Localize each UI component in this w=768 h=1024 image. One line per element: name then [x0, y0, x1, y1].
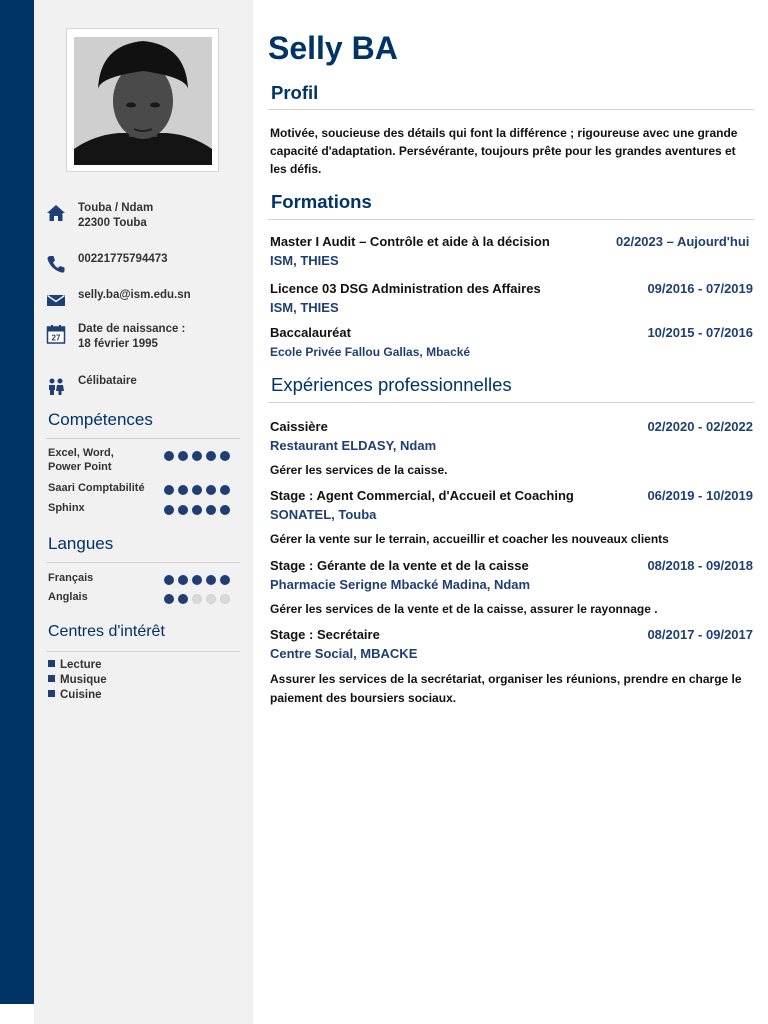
experience-company: Restaurant ELDASY, Ndam [270, 438, 437, 453]
rating-dot-filled [164, 505, 174, 515]
phone-number[interactable]: 00221775794473 [78, 253, 168, 265]
formation-school: ISM, THIES [270, 253, 339, 268]
rating-dot-filled [220, 451, 230, 461]
rating-dot-empty [220, 594, 230, 604]
marital-status: Célibataire [78, 375, 137, 387]
language-name: Français [48, 572, 94, 584]
experience-title: Caissière [270, 419, 328, 434]
left-accent-bar [0, 0, 34, 1004]
language-rating [164, 573, 230, 587]
language-french [48, 571, 242, 585]
skill-sphinx [48, 501, 242, 515]
rating-dot-empty [206, 594, 216, 604]
profile-text: Motivée, soucieuse des détails qui font la différence ; rigoureuse avec une grande capacité d'adaptation. Persévérante, toujours prête pour les grandes aventures et les défis. [270, 126, 738, 176]
rating-dot-filled [220, 575, 230, 585]
experience-company: Centre Social, MBACKE [270, 646, 418, 661]
interests-divider [46, 651, 240, 652]
experiences-title: Expériences professionnelles [271, 374, 512, 395]
rating-dot-filled [178, 594, 188, 604]
language-name: Anglais [48, 591, 88, 603]
experience-date: 02/2020 - 02/2022 [647, 419, 753, 434]
formation-title: Licence 03 DSG Administration des Affaires [270, 281, 541, 296]
sidebar [34, 0, 253, 1024]
skill-name-line2: Power Point [48, 461, 112, 473]
contact-phone [46, 252, 246, 286]
experience-description: Gérer les services de la vente et de la caisse, assurer le rayonnage . [270, 602, 658, 616]
rating-dot-filled [192, 505, 202, 515]
birth-date: 18 février 1995 [78, 338, 158, 350]
phone-icon [46, 254, 66, 274]
calendar-icon [46, 324, 66, 344]
experience-description: Gérer les services de la caisse. [270, 463, 448, 477]
rating-dot-filled [178, 451, 188, 461]
interest-item: Cuisine [48, 688, 102, 703]
svg-text:27: 27 [51, 333, 61, 343]
language-english [48, 590, 242, 604]
rating-dot-filled [192, 485, 202, 495]
bullet-square-icon [48, 675, 55, 682]
rating-dot-filled [206, 575, 216, 585]
skill-name: Sphinx [48, 502, 85, 514]
family-icon [46, 376, 66, 396]
experience-description: Gérer la vente sur le terrain, accueillir et coacher les nouveaux clients [270, 532, 669, 546]
portrait-image [74, 37, 212, 165]
rating-dot-filled [164, 594, 174, 604]
candidate-name: Selly BA [268, 30, 398, 66]
rating-dot-filled [178, 575, 188, 585]
profile-photo [66, 28, 219, 172]
languages-divider [46, 562, 240, 563]
skills-title: Compétences [48, 410, 153, 429]
address-line2: 22300 Touba [78, 217, 147, 229]
contact-email [46, 288, 246, 322]
experience-company: Pharmacie Serigne Mbacké Madina, Ndam [270, 577, 531, 592]
rating-dot-filled [178, 485, 188, 495]
rating-dot-filled [206, 485, 216, 495]
formations-title: Formations [271, 191, 372, 212]
formation-date: 09/2016 - 07/2019 [647, 281, 753, 296]
experience-description: Assurer les services de la secrétariat, organiser les réunions, prendre en charge le paiement des boursiers sociaux. [270, 672, 742, 705]
profile-divider [268, 109, 754, 110]
interest-item: Musique [48, 673, 107, 688]
experience-title: Stage : Secrétaire [270, 627, 380, 642]
email-address[interactable]: selly.ba@ism.edu.sn [78, 289, 191, 301]
formations-divider [268, 219, 754, 220]
rating-dot-empty [192, 594, 202, 604]
experience-title: Stage : Agent Commercial, d'Accueil et Coaching [270, 488, 574, 503]
formation-school: Ecole Privée Fallou Gallas, Mbacké [270, 345, 471, 359]
bullet-square-icon [48, 690, 55, 697]
experience-company: SONATEL, Touba [270, 507, 377, 522]
experience-date: 08/2018 - 09/2018 [647, 558, 753, 573]
home-icon [46, 203, 66, 223]
skills-divider [46, 438, 240, 439]
contact-address [46, 201, 246, 235]
language-rating [164, 592, 230, 606]
interests-title: Centres d'intérêt [48, 623, 165, 640]
rating-dot-filled [164, 485, 174, 495]
experience-title: Stage : Gérante de la vente et de la caisse [270, 558, 529, 573]
experience-date: 08/2017 - 09/2017 [647, 627, 753, 642]
skill-rating [164, 483, 230, 497]
formation-date: 02/2023 – Aujourd'hui [616, 234, 750, 249]
rating-dot-filled [164, 451, 174, 461]
experiences-divider [268, 402, 754, 403]
rating-dot-filled [206, 451, 216, 461]
rating-dot-filled [164, 575, 174, 585]
profile-title: Profil [271, 82, 319, 103]
envelope-icon [46, 290, 66, 310]
formation-title: Baccalauréat [270, 325, 351, 340]
rating-dot-filled [206, 505, 216, 515]
address-line1: Touba / Ndam [78, 202, 154, 214]
skill-rating [164, 449, 230, 463]
skill-name-line1: Excel, Word, [48, 447, 114, 459]
rating-dot-filled [192, 451, 202, 461]
birth-label: Date de naissance : [78, 323, 186, 335]
skill-name: Saari Comptabilité [48, 482, 145, 494]
skill-rating [164, 503, 230, 517]
formation-date: 10/2015 - 07/2016 [647, 325, 753, 340]
skill-office [48, 446, 242, 474]
languages-title: Langues [48, 534, 114, 553]
rating-dot-filled [220, 505, 230, 515]
formation-title: Master I Audit – Contrôle et aide à la décision [270, 234, 550, 249]
contact-status [46, 374, 246, 408]
rating-dot-filled [192, 575, 202, 585]
interest-item: Lecture [48, 658, 102, 673]
formation-school: ISM, THIES [270, 300, 339, 315]
bullet-square-icon [48, 660, 55, 667]
rating-dot-filled [178, 505, 188, 515]
contact-birth [46, 322, 246, 356]
skill-saari [48, 481, 242, 495]
rating-dot-filled [220, 485, 230, 495]
experience-date: 06/2019 - 10/2019 [647, 488, 753, 503]
